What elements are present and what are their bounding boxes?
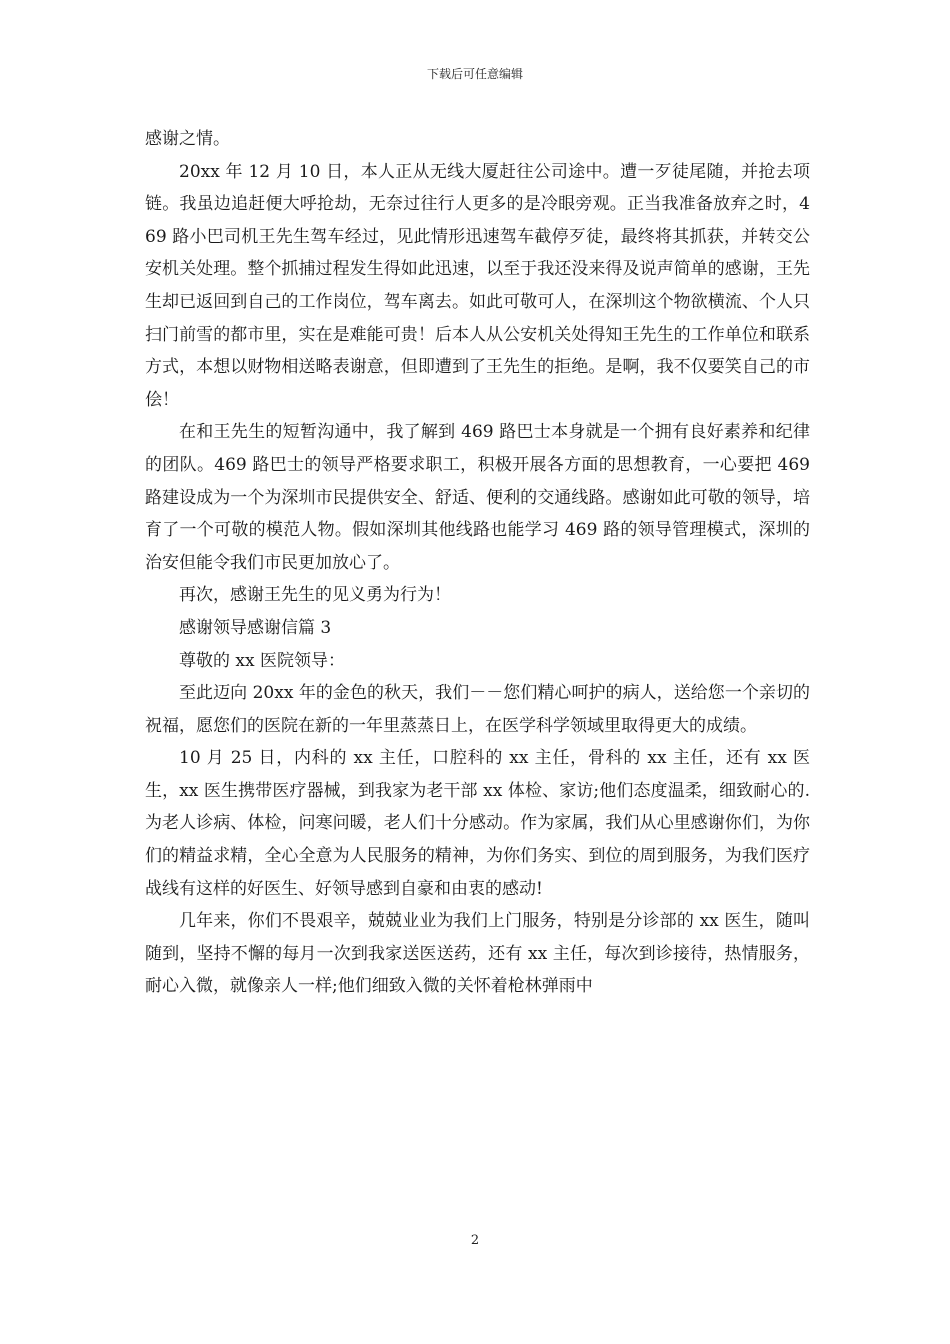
section-heading: 感谢领导感谢信篇 3 [179, 617, 332, 638]
paragraph: 至此迈向 20xx 年的金色的秋天，我们－－您们精心呵护的病人，送给您一个亲切的祝福，愿您们的医院在新的一年里蒸蒸日上，在医学科学领域里取得更大的成绩。 [145, 683, 810, 736]
page-number: 2 [470, 1233, 480, 1248]
page-header: 下载后可任意编辑 [426, 67, 523, 81]
salutation: 尊敬的 xx 医院领导： [179, 650, 345, 671]
paragraph: 再次，感谢王先生的见义勇为行为！ [179, 585, 451, 606]
paragraph: 20xx 年 12 月 10 日，本人正从无线大厦赶往公司途中。遭一歹徒尾随，并抢去项链。我虽边追赶便大呼抢劫，无奈过往行人更多的是冷眼旁观。正当我准备放弃之时，469 路小巴司机王先生驾车经过，见此情形迅速驾车截停歹徒，最终将其抓获，并转交公安机关处理。整个抓捕过程发生得如此迅速，以至于我还没来得及说声简单的感谢，王先生却已返回到自己的工作岗位，驾车离去。如此可敬可人，在深圳这个物欲横流、个人只扫门前雪的都市里，实在是难能可贵！后本人从公安机关处得知王先生的工作单位和联系方式，本想以财物相送略表谢意，但即遭到了王先生的拒绝。是啊，我不仅要笑自己的市侩！ [145, 161, 810, 410]
paragraph: 在和王先生的短暂沟通中，我了解到 469 路巴士本身就是一个拥有良好素养和纪律的团队。469 路巴士的领导严格要求职工，积极开展各方面的思想教育，一心要把 469 路建设成为一个为深圳市民提供安全、舒适、便利的交通线路。感谢如此可敬的领导，培育了一个可敬的模范人物。假如深圳其他线路也能学习 469 路的领导管理模式，深圳的治安但能令我们市民更加放心了。 [145, 422, 810, 573]
paragraph: 感谢之情。 [145, 129, 230, 149]
paragraph: 几年来，你们不畏艰辛，兢兢业业为我们上门服务，特别是分诊部的 xx 医生，随叫随到，坚持不懈的每月一次到我家送医送药，还有 xx 主任，每次到诊接待，热情服务，耐心入微，就像亲人一样;他们细致入微的关怀着枪林弹雨中 [145, 911, 810, 997]
paragraph: 10 月 25 日，内科的 xx 主任，口腔科的 xx 主任，骨科的 xx 主任，还有 xx 医生，xx 医生携带医疗器械，到我家为老干部 xx 体检、家访;他们态度温柔，细致耐心的.为老人诊病、体检，问寒问暖，老人们十分感动。作为家属，我们从心里感谢你们，为你们的精益求精，全心全意为人民服务的精神，为你们务实、到位的周到服务，为我们医疗战线有这样的好医生、好领导感到自豪和由衷的感动! [145, 748, 810, 899]
document-body [145, 123, 810, 1003]
